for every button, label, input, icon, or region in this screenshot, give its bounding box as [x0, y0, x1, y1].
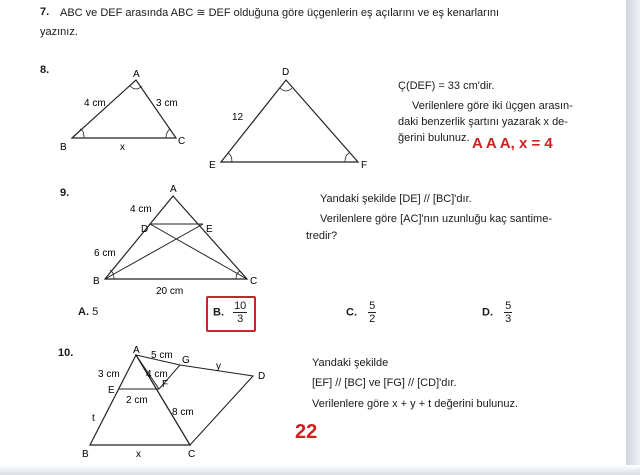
label-ag: 5 cm [151, 350, 173, 361]
choice-b[interactable] [213, 300, 247, 325]
label-b: B [60, 142, 67, 153]
label-bc: x [136, 449, 141, 460]
window-right-edge [626, 0, 640, 475]
segment-be [105, 224, 203, 279]
q10-answer: 22 [295, 421, 318, 443]
label-ae: 3 cm [98, 369, 120, 380]
q8-text-line1: Verilenlere göre iki üçgen arasın- [412, 100, 573, 112]
label-ef: 2 cm [126, 395, 148, 406]
label-b: B [82, 449, 89, 460]
label-b: B [93, 276, 100, 287]
label-d: D [258, 371, 266, 382]
label-bc: x [120, 142, 125, 153]
segment-dc [150, 224, 247, 279]
q9-text-line3: tredir? [306, 230, 338, 242]
label-d: D [282, 67, 290, 78]
q9-number: 9. [60, 187, 70, 199]
label-c: C [178, 136, 186, 147]
label-f: F [361, 160, 368, 171]
angle-e-mark [228, 153, 232, 162]
q8-number: 8. [40, 64, 50, 76]
q7-text-line1: ABC ve DEF arasında ABC ≅ DEF olduğuna göre üçgenlerin eş açılarını ve eş kenarlarını [60, 7, 500, 19]
choice-a-value: 5 [92, 306, 99, 318]
q7-text-line2: yazınız. [40, 26, 78, 38]
label-eb: t [92, 413, 95, 424]
choice-b-num: 10 [234, 300, 247, 312]
choice-b-letter: B. [213, 306, 224, 319]
choice-d[interactable] [482, 300, 512, 325]
choice-b-fraction [233, 300, 247, 325]
label-gd: y [216, 361, 221, 372]
label-de: 12 [232, 112, 244, 123]
label-f: F [162, 379, 169, 390]
choice-c-letter: C. [346, 306, 357, 319]
window-bottom-edge [0, 465, 640, 475]
choice-d-den: 3 [505, 313, 512, 325]
label-ad: 4 cm [130, 204, 152, 215]
angle-d-mark [280, 88, 292, 91]
q9-figure [80, 182, 270, 298]
label-g: G [182, 355, 190, 366]
q8-text-line3: ğerini bulunuz. [398, 132, 470, 144]
label-af: 4 cm [146, 369, 168, 380]
triangle-abc [72, 80, 176, 138]
choice-c[interactable] [346, 300, 376, 325]
q10-text-line2: [EF] // [BC] ve [FG] // [CD]'dır. [312, 377, 457, 389]
choice-c-den: 2 [369, 313, 376, 325]
choice-d-letter: D. [482, 306, 493, 319]
label-e: E [108, 385, 115, 396]
q9-text-line2: Verilenlere göre [AC]'nın uzunluğu kaç santime- [320, 213, 553, 225]
label-ab: 4 cm [84, 98, 106, 109]
angle-f-mark [345, 153, 349, 162]
choice-a[interactable] [78, 306, 98, 318]
label-a: A [133, 69, 140, 80]
label-d: D [141, 224, 149, 235]
label-bc: 20 cm [156, 286, 184, 297]
label-c: C [188, 449, 196, 460]
label-e: E [206, 224, 213, 235]
choice-c-fraction [368, 300, 376, 325]
q10-number: 10. [58, 347, 74, 359]
q8-text-line2: daki benzerlik şartını yazarak x de- [398, 116, 568, 128]
label-e: E [209, 160, 216, 171]
label-db: 6 cm [94, 248, 116, 259]
q10-text-line3: Verilenlere göre x + y + t değerini bulunuz. [312, 398, 519, 410]
q8-perimeter: Ç(DEF) = 33 cm'dir. [398, 80, 495, 92]
choice-c-num: 5 [369, 300, 376, 312]
label-a: A [170, 184, 177, 195]
q10-figure [78, 343, 278, 463]
label-fc: 8 cm [172, 407, 194, 418]
label-a: A [133, 345, 140, 356]
q10-text-line1: Yandaki şekilde [312, 357, 389, 369]
choice-d-num: 5 [505, 300, 512, 312]
choice-d-fraction [504, 300, 512, 325]
q7-number: 7. [40, 6, 50, 18]
label-c: C [250, 276, 258, 287]
label-ac: 3 cm [156, 98, 178, 109]
choice-b-den: 3 [237, 313, 244, 325]
q8-figure [60, 62, 380, 174]
q9-text-line1: Yandaki şekilde [DE] // [BC]'dır. [320, 193, 472, 205]
choice-a-letter: A. [78, 306, 89, 318]
q8-answer: A A A, x = 4 [472, 135, 553, 152]
angle-c-mark [166, 129, 170, 138]
